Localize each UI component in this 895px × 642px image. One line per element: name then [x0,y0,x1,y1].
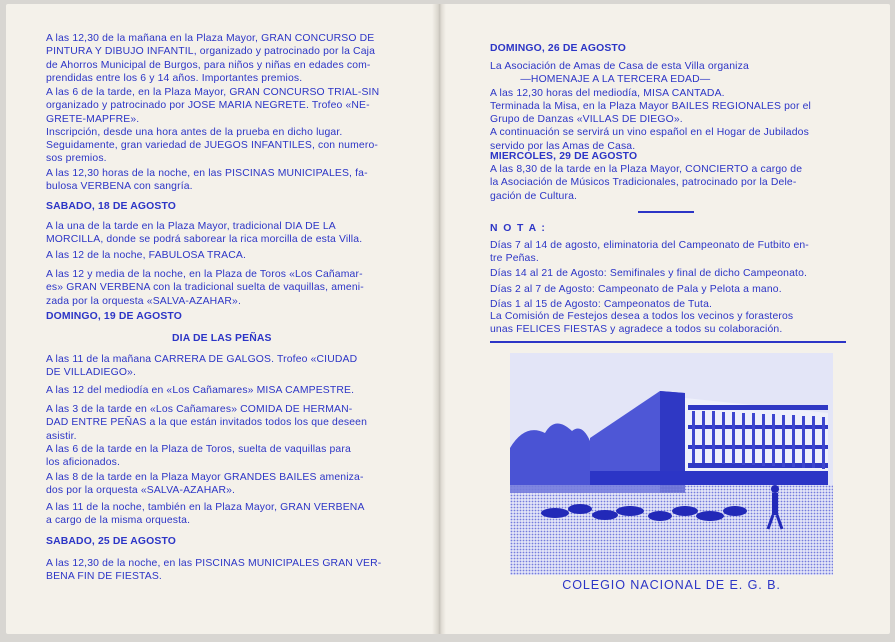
heading-domingo-26: DOMINGO, 26 DE AGOSTO [490,43,626,54]
paragraph-gran-verbena-noche: A las 11 de la noche, también en la Plaza Mayor, GRAN VERBENA a cargo de la misma orquesta. [46,502,365,527]
paragraph-verbena-sangria: A las 12,30 horas de la noche, en las PISCINAS MUNICIPALES, fa- bulosa VERBENA con sangría. [46,168,368,193]
paragraph-traca: A las 12 de la noche, FABULOSA TRACA. [46,250,246,261]
heading-dia-de-las-penas: DIA DE LAS PEÑAS [172,333,272,344]
school-photo [510,353,833,575]
heading-domingo-19: DOMINGO, 19 DE AGOSTO [46,311,182,322]
paragraph-dia-morcilla: A la una de la tarde en la Plaza Mayor, tradicional DIA DE LA MORCILLA, donde se podrá saborear la rica morcilla de esta Villa. [46,221,363,246]
long-divider [490,341,846,343]
paragraph-vaquillas: A las 6 de la tarde en la Plaza de Toros, suelta de vaquillas para los aficionados. [46,444,351,469]
paragraph-concierto: A las 8,30 de la tarde en la Plaza Mayor, CONCIERTO a cargo de la Asociación de Músicos Tradicionales, patrocinado por la Dele- gación de Cultura. [490,164,803,202]
nota-comision-festejos: La Comisión de Festejos desea a todos los vecinos y forasteros unas FELICES FIESTAS y agradece a todos su colaboración. [490,311,794,336]
heading-miercoles-29: MIERCOLES, 29 DE AGOSTO [490,151,638,162]
short-divider [638,211,694,213]
paragraph-fin-fiestas: A las 12,30 de la noche, en las PISCINAS MUNICIPALES GRAN VER- BENA FIN DE FIESTAS. [46,558,382,583]
paragraph-misa-campestre: A las 12 del mediodía en «Los Cañamares» MISA CAMPESTRE. [46,385,355,396]
nota-semifinales: Días 14 al 21 de Agosto: Semifinales y final de dicho Campeonato. [490,268,808,279]
paragraph-homenaje-tercera-edad: La Asociación de Amas de Casa de esta Villa organiza —HOMENAJE A LA TERCERA EDAD— A las 12,30 horas del mediodía, MISA CANTADA. Terminada la Misa, en la Plaza Mayor BAILES REGIONALES por el Grupo de Danzas «VILLAS DE DIEGO». A continuación se servirá un vino español en el Hogar de Jubilados servido por las Amas de Casa. [490,61,811,152]
nota-futbito: Días 7 al 14 de agosto, eliminatoria del Campeonato de Futbito en- tre Peñas. [490,240,809,265]
nota-tuta: Días 1 al 15 de Agosto: Campeonatos de Tuta. [490,299,713,310]
nota-pala-pelota: Días 2 al 7 de Agosto: Campeonato de Pala y Pelota a mano. [490,284,782,295]
paragraph-gran-verbena-toros: A las 12 y media de la noche, en la Plaza de Toros «Los Cañamar- es» GRAN VERBENA con la tradicional suelta de vaquillas, ameni- zada por la orquesta «SALVA-AZAHAR». [46,269,364,307]
booklet-fold [432,4,446,634]
heading-sabado-18: SABADO, 18 DE AGOSTO [46,201,177,212]
heading-sabado-25: SABADO, 25 DE AGOSTO [46,536,177,547]
paragraph-comida-hermandad: A las 3 de la tarde en «Los Cañamares» COMIDA DE HERMAN- DAD ENTRE PEÑAS a la que están invitados todos los que deseen asistir. [46,404,368,442]
paragraph-concurso-trial: A las 6 de la tarde, en la Plaza Mayor, GRAN CONCURSO TRIAL-SIN organizado y patrocinado por JOSE MARIA NEGRETE. Trofeo «NE- GRETE-MAPFRE». Inscripción, desde una hora antes de la prueba en dicho lugar. Seguidamente, gran variedad de JUEGOS INFANTILES, con numero- sos premios. [46,87,380,165]
heading-nota: N O T A : [490,223,547,234]
school-building-image [510,353,833,575]
paragraph-carrera-galgos: A las 11 de la mañana CARRERA DE GALGOS. Trofeo «CIUDAD DE VILLADIEGO». [46,354,358,379]
photo-caption: COLEGIO NACIONAL DE E. G. B. [562,578,781,592]
paragraph-grandes-bailes: A las 8 de la tarde en la Plaza Mayor GRANDES BAILES ameniza- dos por la orquesta «SALVA-AZAHAR». [46,472,364,497]
paragraph-concurso-pintura: A las 12,30 de la mañana en la Plaza Mayor, GRAN CONCURSO DE PINTURA Y DIBUJO INFANTIL, organizado y patrocinado por la Caja de Ahorros Municipal de Burgos, para niños y niñas en edades com- prendidas entre los 6 y 14 años. Importantes premios. [46,33,376,84]
